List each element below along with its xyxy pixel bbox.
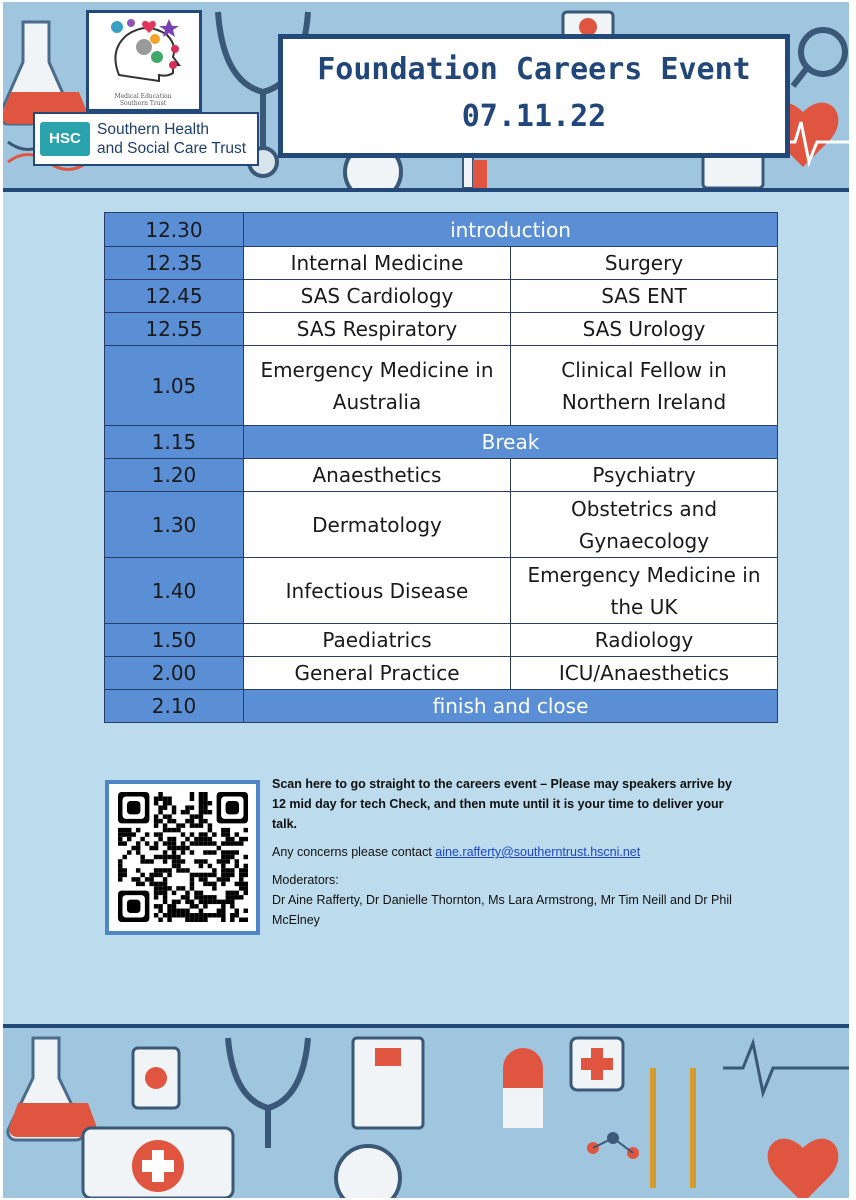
medical-pattern-illustration [3,1028,849,1198]
schedule-row [105,346,778,426]
full-width-session-cell: Break [244,426,778,459]
schedule-body [105,213,778,723]
time-cell: 12.55 [105,313,244,346]
time-cell: 12.35 [105,247,244,280]
moderators-list: Dr Aine Rafferty, Dr Danielle Thornton, Ms Lara Armstrong, Mr Tim Neill and Dr Phil McElney [272,893,732,927]
event-title: Foundation Careers Event [317,52,751,87]
schedule-row [105,558,778,624]
schedule-table [104,212,778,723]
schedule-row [105,213,778,247]
poster [3,2,849,1194]
time-cell: 1.15 [105,426,244,459]
left-session-cell: SAS Cardiology [244,280,511,313]
logo-caption-line2: Southern Trust [119,100,167,107]
time-cell: 12.45 [105,280,244,313]
right-session-cell: ICU/Anaesthetics [511,657,778,690]
hsc-badge: HSC [40,122,90,156]
left-session-cell: Dermatology [244,492,511,558]
schedule-row [105,426,778,459]
right-session-cell: Radiology [511,624,778,657]
schedule-row [105,459,778,492]
time-cell: 12.30 [105,213,244,247]
time-cell: 2.10 [105,690,244,723]
logo-caption [93,93,193,107]
time-cell: 1.40 [105,558,244,624]
time-cell: 1.50 [105,624,244,657]
schedule-row [105,657,778,690]
event-information [272,774,746,930]
schedule-row [105,247,778,280]
qr-finder-square [127,801,140,814]
left-session-cell: Anaesthetics [244,459,511,492]
left-session-cell: Infectious Disease [244,558,511,624]
right-session-cell: Surgery [511,247,778,280]
qr-finder-square [226,801,239,814]
right-session-cell: SAS ENT [511,280,778,313]
left-session-cell: SAS Respiratory [244,313,511,346]
right-session-cell: SAS Urology [511,313,778,346]
right-session-cell: Clinical Fellow in Northern Ireland [511,346,778,426]
footer-banner [3,1024,849,1198]
trust-name-line1: Southern Health [97,121,210,138]
qr-code-pattern [118,792,248,922]
scan-instructions: Scan here to go straight to the careers event – Please may speakers arrive by 12 mid day for tech Check, and then mute until it is your time to deliver your talk. [272,777,732,831]
left-session-cell: Emergency Medicine in Australia [244,346,511,426]
time-cell: 2.00 [105,657,244,690]
contact-prefix: Any concerns please contact [272,845,436,859]
logo-caption-line1: Medical Education [114,93,172,100]
right-session-cell: Emergency Medicine in the UK [511,558,778,624]
right-session-cell: Obstetrics and Gynaecology [511,492,778,558]
left-session-cell: Internal Medicine [244,247,511,280]
head-gears-icon [89,15,199,85]
left-session-cell: General Practice [244,657,511,690]
header-banner [3,2,849,192]
time-cell: 1.30 [105,492,244,558]
contact-line [272,842,746,862]
schedule-row [105,313,778,346]
medical-education-logo [86,10,202,112]
time-cell: 1.20 [105,459,244,492]
right-session-cell: Psychiatry [511,459,778,492]
qr-finder-square [127,900,140,913]
left-session-cell: Paediatrics [244,624,511,657]
schedule-row [105,280,778,313]
time-cell: 1.05 [105,346,244,426]
qr-code[interactable] [105,780,260,935]
trust-name [97,120,255,158]
schedule-row [105,690,778,723]
full-width-session-cell: finish and close [244,690,778,723]
contact-email-link[interactable]: aine.rafferty@southerntrust.hscni.net [435,845,641,859]
title-box [278,34,790,158]
full-width-session-cell: introduction [244,213,778,247]
hsc-trust-logo [33,112,259,166]
schedule-row [105,624,778,657]
trust-name-line2: and Social Care Trust [97,140,247,157]
event-date: 07.11.22 [461,99,607,134]
moderators-label: Moderators: [272,873,339,887]
schedule-row [105,492,778,558]
